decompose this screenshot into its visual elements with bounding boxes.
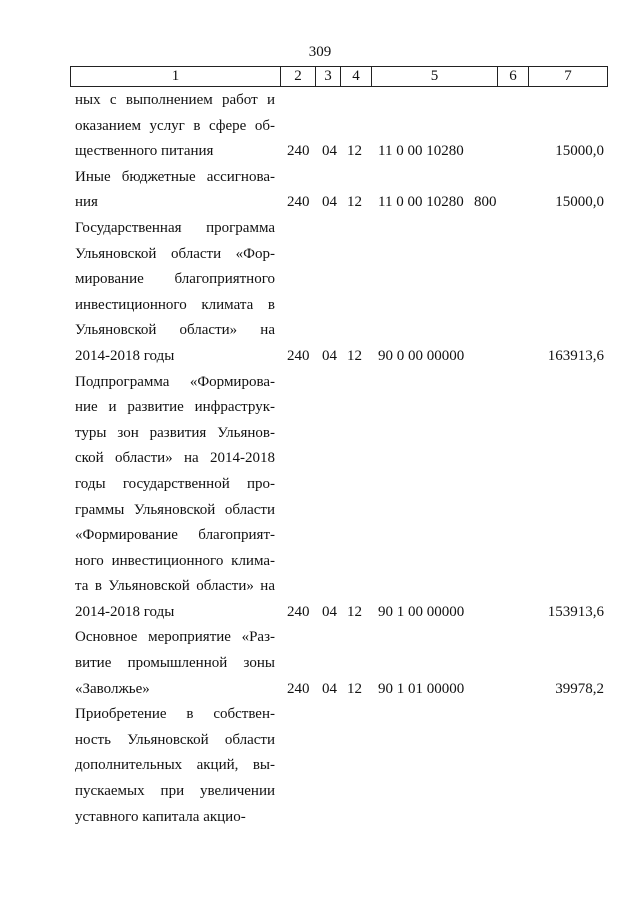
row-cell-c4: 12: [347, 603, 362, 620]
row-cell-c5: 90 1 00 00000: [378, 603, 465, 620]
description-line: годы государственной про-: [75, 475, 275, 492]
description-line: ных с выполнением работ и: [75, 92, 275, 108]
column-header-6: 6: [498, 67, 529, 87]
row-cell-c5: 90 1 01 00000: [378, 680, 465, 697]
table-row: [0, 88, 640, 165]
description-line: уставного капитала акцио-: [75, 808, 246, 825]
table-row: [0, 370, 640, 626]
description-line: ного инвестиционного клима-: [75, 552, 275, 569]
description-line: Иные бюджетные ассигнова-: [75, 168, 275, 185]
row-cell-c4: 12: [347, 680, 362, 697]
row-description: [75, 370, 275, 626]
description-line: витие промышленной зоны: [75, 655, 275, 672]
table-row: [0, 702, 640, 830]
row-cell-c4: 12: [347, 347, 362, 364]
description-line: 2014-2018 годы: [75, 603, 175, 620]
row-cell-c7: 153913,6: [547, 603, 604, 620]
row-cell-c3: 04: [322, 143, 337, 160]
row-description: [75, 216, 275, 370]
description-line: дополнительных акций, вы-: [75, 757, 275, 774]
page-number: 309: [308, 44, 332, 60]
column-header-row: [71, 67, 608, 87]
column-header-5: 5: [372, 67, 498, 87]
row-cell-c5: 90 0 00 00000: [378, 347, 465, 364]
row-cell-c7: 15000,0: [555, 143, 604, 160]
column-header-3: 3: [316, 67, 341, 87]
description-line: Ульяновской области «Фор-: [75, 245, 275, 262]
row-cell-c4: 12: [347, 143, 362, 160]
description-line: Ульяновской области» на: [75, 322, 275, 339]
description-line: Государственная программа: [75, 219, 275, 236]
row-description: [75, 88, 275, 165]
row-cell-c3: 04: [322, 347, 337, 364]
row-cell-c2: 240: [287, 143, 310, 160]
description-line: мирование благоприятного: [75, 271, 275, 288]
description-line: ской области» на 2014-2018: [75, 450, 275, 467]
description-line: ние и развитие инфраструк-: [75, 399, 275, 416]
row-cell-c5: 11 0 00 10280: [378, 143, 464, 160]
description-line: ния: [75, 194, 98, 211]
row-cell-c7: 15000,0: [555, 194, 604, 211]
column-header-table: [70, 66, 608, 87]
column-header-4: 4: [341, 67, 372, 87]
description-line: Приобретение в собствен-: [75, 706, 275, 723]
column-header-2: 2: [281, 67, 316, 87]
description-line: пускаемых при увеличении: [75, 783, 275, 800]
description-line: туры зон развития Ульянов-: [75, 424, 275, 441]
row-cell-c3: 04: [322, 603, 337, 620]
row-cell-c3: 04: [322, 680, 337, 697]
row-cell-c2: 240: [287, 194, 310, 211]
description-line: оказанием услуг в сфере об-: [75, 117, 275, 134]
row-cell-c2: 240: [287, 347, 310, 364]
row-cell-c2: 240: [287, 680, 310, 697]
description-line: Основное мероприятие «Раз-: [75, 629, 275, 646]
row-cell-c7: 39978,2: [555, 680, 604, 697]
description-line: граммы Ульяновской области: [75, 501, 275, 518]
description-line: «Формирование благоприят-: [75, 527, 275, 544]
row-cell-c5: 11 0 00 10280: [378, 194, 464, 211]
row-cell-c4: 12: [347, 194, 362, 211]
description-line: ность Ульяновской области: [75, 731, 275, 748]
table-row: [0, 165, 640, 216]
row-cell-c2: 240: [287, 603, 310, 620]
description-line: Подпрограмма «Формирова-: [75, 373, 275, 390]
description-line: та в Ульяновской области» на: [75, 578, 275, 595]
column-header-7: 7: [529, 67, 608, 87]
row-cell-c3: 04: [322, 194, 337, 211]
table-row: [0, 625, 640, 702]
description-line: 2014-2018 годы: [75, 347, 175, 364]
budget-rows: [0, 88, 640, 830]
row-description: [75, 702, 275, 830]
description-line: щественного питания: [75, 143, 214, 160]
table-row: [0, 216, 640, 370]
description-line: «Заволжье»: [75, 680, 150, 697]
column-header-1: 1: [71, 67, 281, 87]
row-cell-c6: 800: [474, 194, 497, 211]
row-description: [75, 625, 275, 702]
row-cell-c7: 163913,6: [547, 347, 604, 364]
description-line: инвестиционного климата в: [75, 296, 275, 313]
row-description: [75, 165, 275, 216]
